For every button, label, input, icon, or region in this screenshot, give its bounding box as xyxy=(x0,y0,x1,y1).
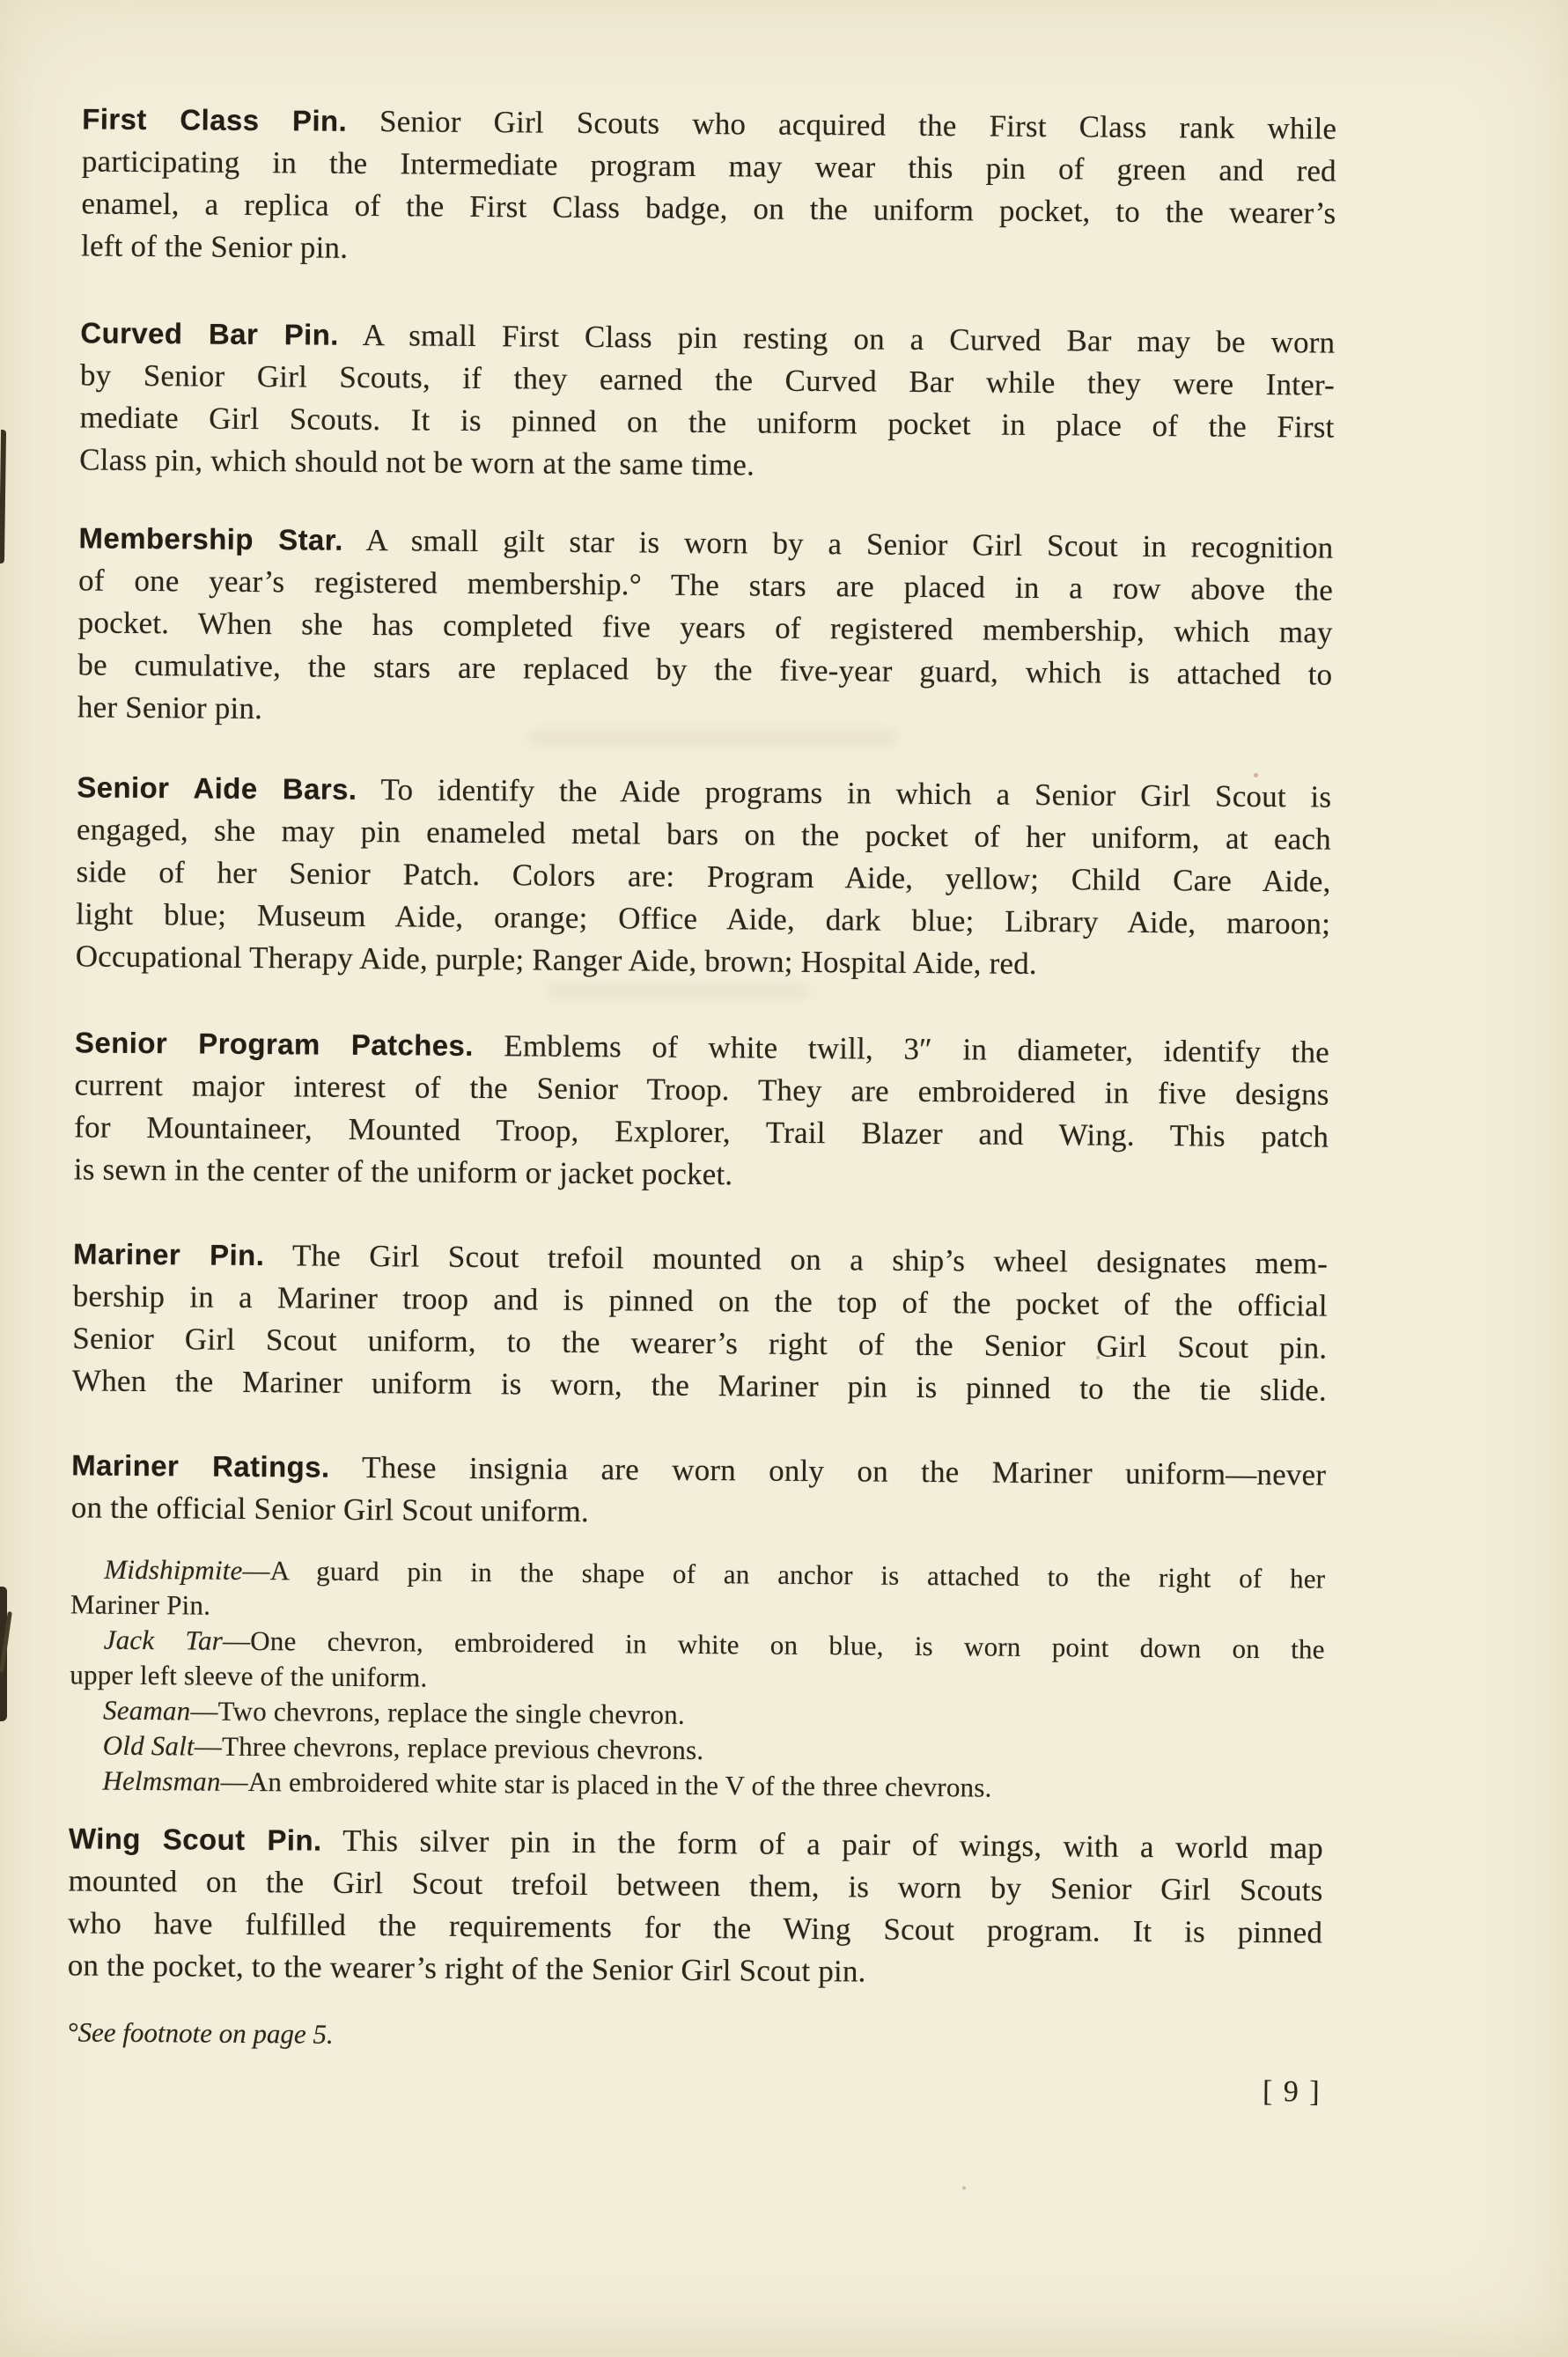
text-line: Senior Girl Scout uniform, to the wearer’s right of the Senior Girl Scout pin. xyxy=(72,1321,1328,1366)
paragraph-heading: Mariner Ratings. xyxy=(71,1448,330,1484)
rating-term: Old Salt xyxy=(102,1729,195,1762)
text-line: side of her Senior Patch. Colors are: Program Aide, yellow; Child Care Aide, xyxy=(76,854,1331,899)
list-item-continuation: Mariner Pin. xyxy=(70,1588,211,1621)
line-text: —Three chevrons, replace previous chevrons. xyxy=(194,1730,704,1766)
text-line: When the Mariner uniform is worn, the Mariner pin is pinned to the tie slide. xyxy=(71,1363,1328,1408)
line-text: Emblems of white twill, 3″ in diameter, identify the xyxy=(504,1028,1330,1070)
line-text: —Two chevrons, replace the single chevron. xyxy=(190,1695,686,1730)
paragraph-heading: Wing Scout Pin. xyxy=(68,1822,322,1857)
rating-term: Seaman xyxy=(102,1694,191,1727)
line-text: A small gilt star is worn by a Senior Girl Scout in recognition xyxy=(365,522,1334,565)
paragraph-senior-program-patches xyxy=(74,1021,1329,1200)
paragraph-heading: Senior Program Patches. xyxy=(74,1026,474,1062)
text-line: current major interest of the Senior Troop. They are embroidered in five designs xyxy=(74,1067,1329,1112)
text-line: mediate Girl Scouts. It is pinned on the uniform pocket in place of the First xyxy=(79,400,1335,445)
text-line: who have fulfilled the requirements for the Wing Scout program. It is pinned xyxy=(68,1905,1323,1950)
text-line: be cumulative, the stars are replaced by the five-year guard, which is attached to xyxy=(77,647,1333,692)
list-item-continuation: upper left sleeve of the uniform. xyxy=(70,1659,428,1693)
line-text: The Girl Scout trefoil mounted on a ship’s wheel designates mem- xyxy=(291,1238,1329,1281)
paragraph-heading: Membership Star. xyxy=(78,521,343,556)
text-line: pocket. When she has completed five years of registered membership, which may xyxy=(77,605,1333,650)
text-line: of one year’s registered membership.° The stars are placed in a row above the xyxy=(77,563,1334,608)
text-line: light blue; Museum Aide, orange; Office Aide, dark blue; Library Aide, maroon; xyxy=(76,896,1331,941)
text-line: left of the Senior pin. xyxy=(80,228,349,265)
paragraph-heading: First Class Pin. xyxy=(82,102,348,137)
line-text: A small First Class pin resting on a Curved Bar may be worn xyxy=(362,317,1336,360)
paragraph-senior-aide-bars xyxy=(76,766,1332,987)
text-line: on the official Senior Girl Scout uniform. xyxy=(70,1490,590,1529)
text-line: Class pin, which should not be worn at the same time. xyxy=(79,442,755,482)
rating-term: Helmsman xyxy=(102,1764,221,1797)
paragraph-first-class-pin xyxy=(81,98,1336,276)
paragraph-heading: Curved Bar Pin. xyxy=(80,316,339,351)
paragraph-curved-bar-pin xyxy=(79,312,1335,490)
text-line: for Mountaineer, Mounted Troop, Explorer, Trail Blazer and Wing. This patch xyxy=(74,1109,1329,1154)
line-text: To identify the Aide programs in which a Senior Girl Scout is xyxy=(380,772,1332,814)
text-line: Occupational Therapy Aide, purple; Ranger Aide, brown; Hospital Aide, red. xyxy=(75,939,1037,981)
text-line: enamel, a replica of the First Class badge, on the uniform pocket, to the wearer’s xyxy=(81,186,1336,231)
line-text: —A guard pin in the shape of an anchor is attached to the right of her xyxy=(242,1554,1326,1595)
text-line: bership in a Mariner troop and is pinned on the top of the pocket of the official xyxy=(72,1278,1328,1323)
scan-mark-left-upper xyxy=(0,430,6,563)
line-text: These insignia are worn only on the Mariner uniform—never xyxy=(361,1449,1327,1492)
text-line: engaged, she may pin enameled metal bars on the pocket of her uniform, at each xyxy=(76,812,1332,857)
line-text: —One chevron, embroidered in white on blue, is worn point down on the xyxy=(222,1624,1325,1665)
text-line: mounted on the Girl Scout trefoil between them, is worn by Senior Girl Scouts xyxy=(68,1863,1323,1908)
page-number: [ 9 ] xyxy=(1262,2075,1321,2109)
text-line: is sewn in the center of the uniform or jacket pocket. xyxy=(73,1152,733,1192)
line-text: —An embroidered white star is placed in the V of the three chevrons. xyxy=(220,1765,992,1803)
footnote: °See footnote on page 5. xyxy=(67,2016,334,2050)
rating-term: Jack Tar xyxy=(103,1624,224,1656)
paragraph-mariner-pin xyxy=(72,1233,1328,1411)
text-line: by Senior Girl Scouts, if they earned the Curved Bar while they were Inter- xyxy=(79,357,1336,402)
rating-term: Midshipmite xyxy=(104,1553,243,1586)
line-text: This silver pin in the form of a pair of wings, with a world map xyxy=(342,1823,1324,1866)
text-line: participating in the Intermediate program may wear this pin of green and red xyxy=(81,144,1336,188)
text-line: on the pocket, to the wearer’s right of the Senior Girl Scout pin. xyxy=(67,1948,866,1989)
paragraph-mariner-ratings xyxy=(71,1444,1327,1538)
scan-mark-left-lower xyxy=(0,1587,7,1721)
paragraph-membership-star xyxy=(77,517,1334,738)
text-line: her Senior pin. xyxy=(77,689,263,726)
paragraph-wing-scout-pin xyxy=(68,1817,1323,1996)
line-text: Senior Girl Scouts who acquired the First Class rank while xyxy=(379,104,1337,146)
mariner-ratings-list xyxy=(69,1551,1325,1808)
text-block xyxy=(64,0,1337,2357)
paragraph-heading: Mariner Pin. xyxy=(72,1237,265,1272)
paragraph-heading: Senior Aide Bars. xyxy=(77,770,357,806)
